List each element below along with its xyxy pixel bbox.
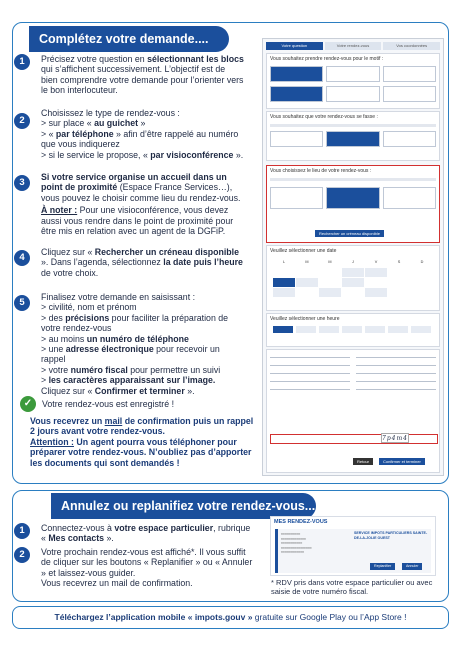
footer-app-download: Téléchargez l’application mobile « impots.gouv » gratuite sur Google Play ou l’App Store ! xyxy=(12,606,449,629)
captcha-image: 7p4m4 xyxy=(382,435,408,442)
step-number: 4 xyxy=(14,250,30,266)
time-slots-box: Veuillez sélectionner une heure xyxy=(266,313,440,347)
step-text: Cliquez sur « Rechercher un créneau disponible ». Dans l’agenda, sélectionnez la date puis l’heure de votre choix. xyxy=(41,247,243,278)
location-box: Vous choisissez le lieu de votre rendez-vous : Rechercher un créneau disponible xyxy=(266,165,440,243)
step-number: 3 xyxy=(14,175,30,191)
reschedule-button[interactable]: Replanifier xyxy=(370,563,395,570)
step-2 xyxy=(14,108,244,160)
step-text: Si votre service organise un accueil dans un point de proximité (Espace France Services…), vous pouvez le choisir comme lieu du rendez-vous. À noter : Pour une visioconférence, vous devez aussi vous rendre dans le point de proximité pour être mis en relation avec un agent de la DGFiP. xyxy=(41,172,241,237)
step-number: 1 xyxy=(14,523,30,539)
checkmark-icon: ✓ xyxy=(20,396,36,412)
tab-appointment: Votre rendez-vous xyxy=(325,42,382,50)
back-button[interactable]: Retour xyxy=(353,458,373,465)
step-text: Précisez votre question en sélectionnant les blocs qui s’affichent successivement. L’objectif est de bien comprendre votre demande pour l’orienter vers le bon interlocuteur. xyxy=(41,54,244,96)
step-3 xyxy=(14,172,244,236)
type-box: Vous souhaitez que votre rendez-vous se fasse : xyxy=(266,111,440,161)
cancel-button[interactable]: Annuler xyxy=(402,563,422,570)
calendar-grid[interactable]: L M M J V S D xyxy=(267,256,439,299)
contact-form-box xyxy=(266,349,440,473)
step-number: 1 xyxy=(14,54,30,70)
time-slot-list[interactable] xyxy=(267,324,439,335)
my-appointments-screenshot: MES RENDEZ-VOUS ━━━━━━━━━━ ━━━━━━━━━━━━━ ━━━━━━━━━━━ ━━━━━━━━━━━━━━━━ ━━━━━━━━━━━━ SERVICE IMPOTS PARTICULIERS SAINTE-DE-LA-JOLIE OUEST Replanifier Annuler xyxy=(270,516,436,576)
section2-title: Annulez ou replanifiez votre rendez-vous... xyxy=(51,493,316,519)
step-4 xyxy=(14,247,244,278)
step-connect: 1 Connectez-vous à votre espace particulier, rubrique « Mes contacts ». xyxy=(14,523,254,544)
step-1 xyxy=(14,54,244,96)
tab-question: Votre question xyxy=(266,42,323,50)
step-number: 5 xyxy=(14,295,30,311)
section1-title: Complétez votre demande.... xyxy=(29,26,229,52)
motif-box: Vous souhaitez prendre rendez-vous pour le motif : xyxy=(266,53,440,109)
step-number: 2 xyxy=(14,547,30,563)
confirmation-note: Vous recevrez un mail de confirmation puis un rappel 2 jours avant votre rendez-vous. Attention : Un agent pourra vous téléphoner pour préparer votre rendez-vous. N’oubliez pas d’apporter les documents qui sont demandés ! xyxy=(30,416,254,468)
screenshot-tabs xyxy=(266,42,440,50)
captcha-field[interactable] xyxy=(270,434,438,444)
calendar-box: Veuillez sélectionner une date L M M J V S D xyxy=(266,245,440,311)
search-slot-button[interactable]: Rechercher un créneau disponible xyxy=(315,230,384,237)
step-5 xyxy=(14,292,244,396)
footnote: * RDV pris dans votre espace particulier ou avec saisie de votre numéro fiscal. xyxy=(271,578,433,596)
confirmation-text: Votre rendez-vous est enregistré ! xyxy=(42,399,175,409)
contact-form xyxy=(267,350,439,393)
confirm-button[interactable]: Confirmer et terminer xyxy=(379,458,425,465)
step-manage: 2 Votre prochain rendez-vous est affiché*. Il vous suffit de cliquer sur les boutons « Replanifier » ou « Annuler » et laissez-vous guider. Vous recevrez un mail de confirmation. xyxy=(14,547,254,589)
appointment-card: ━━━━━━━━━━ ━━━━━━━━━━━━━ ━━━━━━━━━━━ ━━━━━━━━━━━━━━━━ ━━━━━━━━━━━━ SERVICE IMPOTS PARTICULIERS SAINTE-DE-LA-JOLIE OUEST Replanifier Annuler xyxy=(275,529,431,573)
step-text: Choisissez le type de rendez-vous : > sur place « au guichet » > « par téléphone » afin d’être rappelé au numéro que vous indiquerez > si le service le propose, « par visioconférence ». xyxy=(41,108,244,160)
tab-contact: Vos coordonnées xyxy=(383,42,440,50)
booking-screenshot xyxy=(262,38,444,476)
step-text: Finalisez votre demande en saisissant : > civilité, nom et prénom > des précisions pour faciliter la préparation de votre rendez-vous > au moins un numéro de téléphone > une adresse électronique pour recevoir un rappel > votre numéro fiscal pour permettre un suivi > les caractères apparaissant sur l’image. Cliquez sur « Confirmer et terminer ». xyxy=(41,292,229,396)
step-number: 2 xyxy=(14,113,30,129)
